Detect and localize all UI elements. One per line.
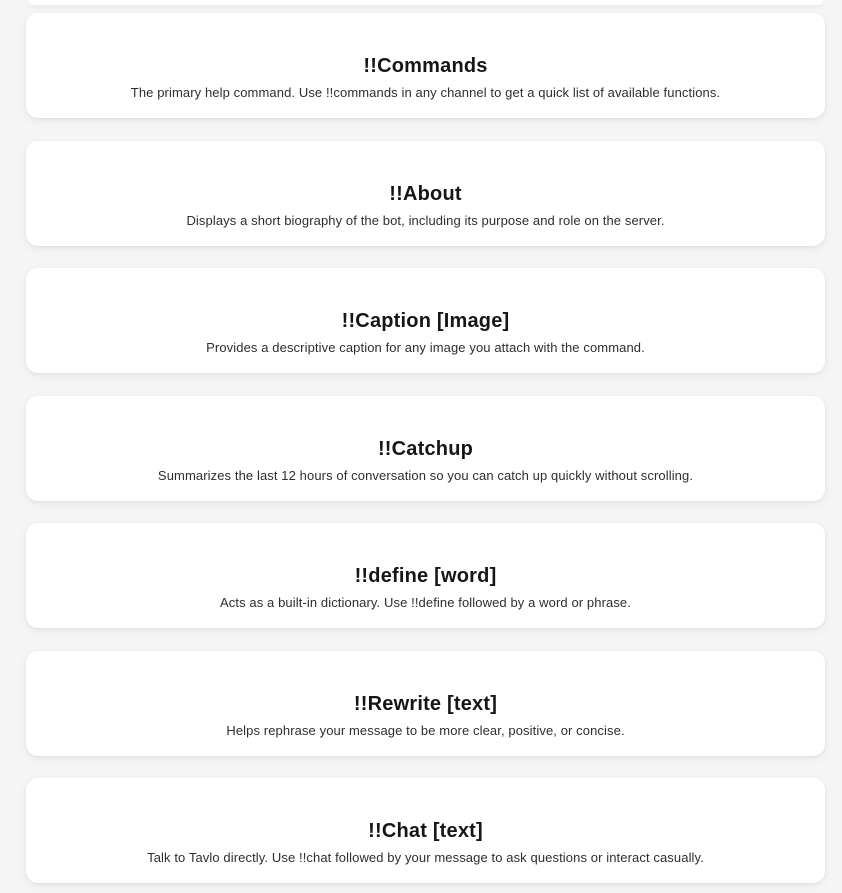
command-card-chat — [26, 778, 825, 883]
command-card-list[interactable] — [26, 13, 825, 883]
command-title: !!Rewrite [text] — [353, 692, 498, 715]
command-description: Displays a short biography of the bot, including its purpose and role on the server. — [186, 212, 665, 228]
command-description: Provides a descriptive caption for any image you attach with the command. — [206, 340, 645, 355]
command-description: Talk to Tavlo directly. Use !!chat followed by your message to ask questions or interact casually. — [147, 850, 704, 865]
command-description: Acts as a built-in dictionary. Use !!define followed by a word or phrase. — [220, 595, 631, 610]
partial-card-top — [28, 0, 823, 5]
command-title: !!Chat [text] — [368, 820, 483, 842]
command-title: !!Caption [Image] — [341, 310, 510, 332]
command-title: !!define [word] — [354, 565, 497, 587]
command-title: !!About — [389, 182, 462, 205]
command-card-rewrite — [26, 651, 825, 756]
command-title: !!Catchup — [377, 437, 474, 460]
command-description: Summarizes the last 12 hours of conversation so you can catch up quickly without scrolling. — [157, 467, 694, 483]
command-card-caption — [26, 268, 825, 373]
command-description: Helps rephrase your message to be more clear, positive, or concise. — [226, 722, 625, 738]
command-card-catchup — [26, 396, 825, 501]
command-card-commands — [26, 13, 825, 118]
command-title: !!Commands — [363, 55, 488, 77]
command-card-about — [26, 141, 825, 246]
command-description: The primary help command. Use !!commands in any channel to get a quick list of available functions. — [130, 85, 721, 100]
command-card-define — [26, 523, 825, 628]
